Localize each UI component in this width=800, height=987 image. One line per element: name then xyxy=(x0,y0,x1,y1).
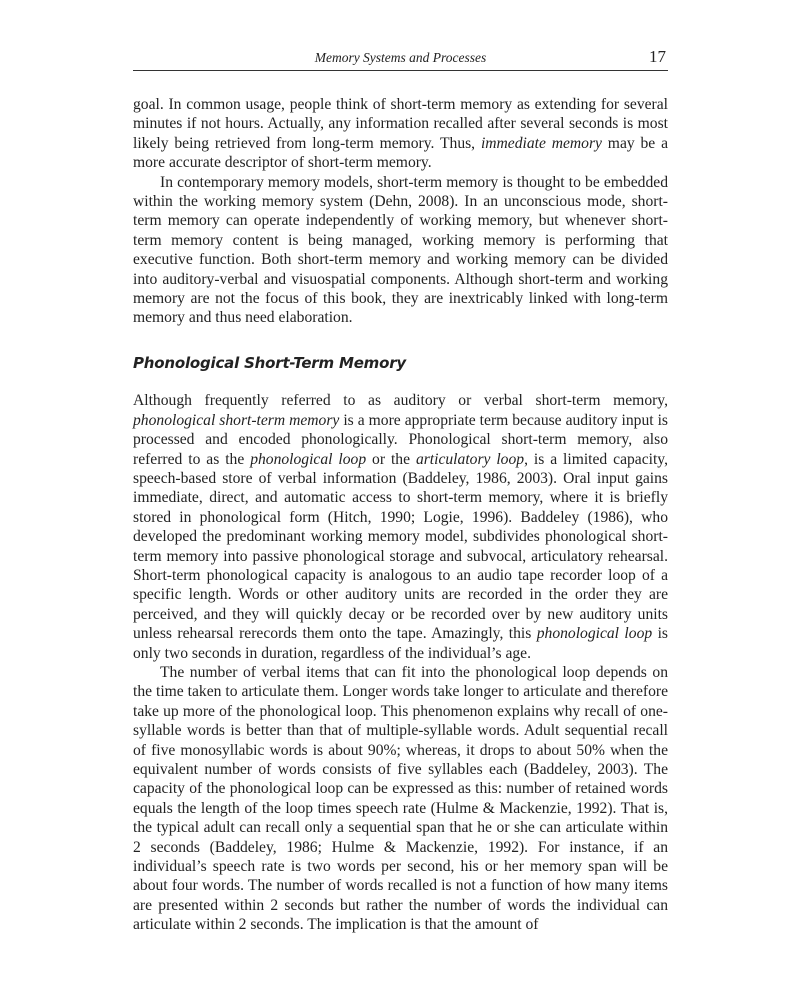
paragraph-text: is a more appropriate term because auditory input is processed and encoded phonologically. Phonological short-term memory, also referred to as the xyxy=(133,411,668,468)
running-header xyxy=(133,46,668,71)
emphasis-term: phonological loop xyxy=(536,625,653,643)
paragraph-text: Although frequently referred to as auditory or verbal short-term memory, xyxy=(133,392,668,410)
running-title: Memory Systems and Processes xyxy=(314,50,487,65)
paragraph-text: or the xyxy=(366,450,416,468)
emphasis-term: phonological loop xyxy=(250,450,367,468)
paragraph-1 xyxy=(133,95,668,173)
paragraph-2: In contemporary memory models, short-term memory is thought to be embedded within the working memory system (Dehn, 2008). In an unconscious mode, short-term memory can operate independently of working memory, but whenever short-term memory content is being managed, working memory is performing that executive function. Both short-term memory and working memory can be divided into auditory-verbal and visuospatial components. Although short-term and working memory are not the focus of this book, they are inextricably linked with long-term memory and thus need elaboration. xyxy=(133,173,668,327)
paragraph-text: is only two seconds in duration, regardless of the individual’s age. xyxy=(133,625,668,662)
paragraph-text: may be a more accurate descriptor of short-term memory. xyxy=(133,134,668,172)
emphasis-term: articulatory loop xyxy=(415,450,525,468)
page-number: 17 xyxy=(649,47,666,66)
section-heading: Phonological Short-Term Memory xyxy=(133,353,406,372)
body-text xyxy=(133,95,668,935)
paragraph-3 xyxy=(133,391,668,663)
paragraph-4: The number of verbal items that can fit into the phonological loop depends on the time taken to articulate them. Longer words take longer to articulate and therefore take up more of the phonological loop. This phenomenon explains why recall of one-syllable words is better than that of multiple-syllable words. Adult sequential recall of five monosyllabic words is about 90%; whereas, it drops to about 50% when the equivalent number of words consists of five syllables each (Baddeley, 2003). The capacity of the phonological loop can be expressed as this: number of retained words equals the length of the loop times speech rate (Hulme & Mackenzie, 1992). That is, the typical adult can recall only a sequential span that he or she can articulate within 2 seconds (Baddeley, 1986; Hulme & Mackenzie, 1992). For instance, if an individual’s speech rate is two words per second, his or her memory span will be about four words. The number of words recalled is not a function of how many items are presented within 2 seconds but rather the number of words the individual can articulate within 2 seconds. The implication is that the amount of xyxy=(133,663,668,934)
paragraph-text: , is a limited capacity, speech-based store of verbal information (Baddeley, 1986, 2003). Oral input gains immediate, direct, and automatic access to short-term memory, where it is briefly stored in phonological form (Hitch, 1990; Logie, 1996). Baddeley (1986), who developed the predominant working memory model, subdivides phonological short-term memory into passive phonological storage and subvocal, articulatory rehearsal. Short-term phonological capacity is analogous to an audio tape recorder loop of a specific length. Words or other auditory units are recorded in the order they are perceived, and they will quickly decay or be recorded over by new auditory units unless rehearsal rerecords them onto the tape. Amazingly, this xyxy=(133,450,668,643)
emphasis-term: phonological short-term memory xyxy=(133,411,340,429)
emphasis-immediate-memory: immediate memory xyxy=(480,134,602,152)
paragraph-text: goal. In common usage, people think of short-term memory as extending for several minutes if not hours. Actually, any information recalled after several seconds is most likely being retrieved from long-term memory. Thus, xyxy=(133,96,668,152)
